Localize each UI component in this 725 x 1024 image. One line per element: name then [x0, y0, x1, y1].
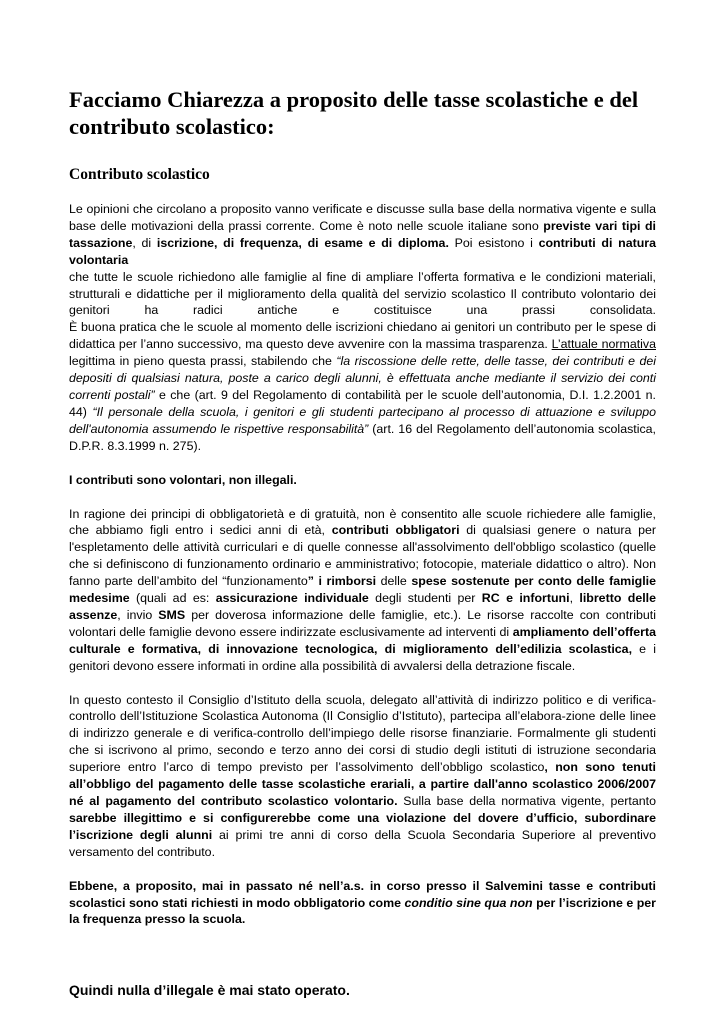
bold-run: ampliamento dell’offerta culturale e formativa, di innovazione tecnologica, di miglioramento dell’edilizia scolastica, [69, 624, 656, 656]
bold-run: ” i rimborsi [307, 574, 377, 589]
text-run: degli studenti per [368, 591, 482, 606]
bold-run: Ebbene, a proposito, mai in passato né nell’a.s. in corso presso il Salvemini tasse e contributi scolastici sono stati richiesti in modo obbligatorio come [69, 878, 656, 910]
text-run: (art. 16 del Regolamento dell’autonomia scolastica, D.P.R. 8.3.1999 n. 275). [69, 421, 656, 453]
underlined-run: L’attuale normativa [551, 337, 656, 352]
bold-run: iscrizione, di frequenza, di esame e di diploma. [156, 235, 449, 250]
bold-run: sarebbe illegittimo e si configurerebbe come una violazione del dovere d’ufficio, subordinare l’iscrizione degli alunni [69, 810, 656, 842]
bold-run: per l’iscrizione e per la frequenza presso la scuola. [69, 895, 656, 927]
paragraph-consiglio-istituto [69, 692, 656, 861]
text-run: che tutte le scuole richiedono alle famiglie al fine di ampliare l’offerta formativa e le condizioni materiali, strutturali e didattiche per il miglioramento della qualità del servizio scolastico Il contributo volontario dei genitori ha radici antiche e costituisce una prassi consolidata. [69, 269, 656, 318]
document-title: Facciamo Chiarezza a proposito delle tasse scolastiche e del contributo scolastico: [69, 87, 639, 139]
paragraph-obbligatorieta [69, 506, 656, 675]
text-run: , [569, 591, 580, 606]
section-heading: Contributo scolastico [69, 166, 210, 183]
text-run: delle [376, 574, 412, 589]
text-run: per doverosa informazione delle famiglie, etc.). Le risorse raccolte con contributi volontari delle famiglie devono essere indirizzate esclusivamente ad interventi di [69, 607, 656, 639]
text-run: (quali ad es: [129, 591, 216, 606]
bold-run: assicurazione individuale [215, 591, 369, 606]
bold-run: spese sostenute per conto delle famiglie medesime [69, 574, 656, 606]
paragraph-salvemini [69, 878, 656, 929]
text-run: In questo contesto il Consiglio d’Istituto della scuola, delegato all’attività di indirizzo politico e di verifica-controllo dell’Istituzione Scolastica Autonoma (Il Consiglio d’Istituto), partecipa all’elabora-zione delle linee di indirizzo generale e di verifica-controllo dell’impiego delle risorse finanziarie. Formalmente gli studenti che si iscrivono al primo, secondo e terzo anno dei corsi di studio degli istituti di istruzione secondaria superiore entro l’arco di tempo previsto per l’assolvimento dell’obbligo scolastico [69, 692, 656, 775]
text-run: e i genitori devono essere informati in ordine alla possibilità di avvalersi della detrazione fiscale. [69, 641, 656, 673]
text-run: legittima in pieno questa prassi, stabilendo che [69, 354, 337, 369]
closing-statement: Quindi nulla d’illegale è mai stato operato. [69, 982, 350, 999]
italic-quote: “Il personale della scuola, i genitori e gli studenti partecipano al processo di attuazione e sviluppo dell'autonomia assumendo le rispettive responsabilità” [69, 404, 657, 436]
italic-quote: “la riscossione delle rette, delle tasse, dei contributi e dei depositi di qualsiasi natura, poste a carico degli alunni, è effettuata anche mediante il servizio dei conti correnti postali” [69, 354, 656, 402]
bold-run: libretto delle assenze [69, 591, 657, 622]
bold-run: RC e infortuni [481, 591, 570, 606]
text-run: In ragione dei principi di obbligatorietà e di gratuità, non è consentito alle scuole richiedere alle famiglie, che abbiamo figli entro i sedici anni di età, [69, 506, 656, 538]
bold-run: SMS [158, 607, 186, 622]
bold-italic-run: conditio sine qua non [404, 895, 533, 910]
bold-run: previste vari tipi di tassazione [69, 218, 657, 250]
text-run: , di [132, 235, 157, 250]
text-run: , invio [117, 607, 159, 622]
bold-run: , non sono tenuti all’obbligo del pagamento delle tasse scolastiche erariali, a partire dall'anno scolastico 2006/2007 né al pagamento del contributo scolastico volontario. [69, 760, 656, 808]
paragraph-contributo [69, 201, 656, 455]
subheading-volontari [69, 472, 656, 489]
bold-run: contributi obbligatori [331, 523, 460, 538]
text-run: È buona pratica che le scuole al momento delle iscrizioni chiedano ai genitori un contributo per le spese di didattica per l’anno successivo, ma questo deve avvenire con la massima trasparenza. [69, 320, 656, 352]
text-run: di qualsiasi genere o natura per l'espletamento delle attività curriculari e di quelle connesse all'assolvimento dell'obbligo scolastico (quelle che si definiscono di funzionamento ordinario e amministrativo; fotocopie, materiale didattico o altro). Non fanno parte dell’ambito del “funzionamento [69, 523, 657, 589]
text-run: e che (art. 9 del Regolamento di contabilità per le scuole dell’autonomia, D.I. 1.2.2001 n. 44) [69, 387, 656, 419]
text-run: Sulla base della normativa vigente, pertanto [397, 794, 656, 808]
bold-run: I contributi sono volontari, non illegali. [69, 472, 297, 487]
text-run: Le opinioni che circolano a proposito vanno verificate e discusse sulla base della normativa vigente e sulla base delle motivazioni della prassi corrente. Come è noto nelle scuole italiane sono [69, 202, 656, 233]
text-run: ai primi tre anni di corso della Scuola Secondaria Superiore al preventivo versamento del contributo. [69, 827, 656, 859]
bold-run: contributi di natura volontaria [69, 235, 656, 267]
text-run: Poi esistono i [448, 235, 539, 250]
